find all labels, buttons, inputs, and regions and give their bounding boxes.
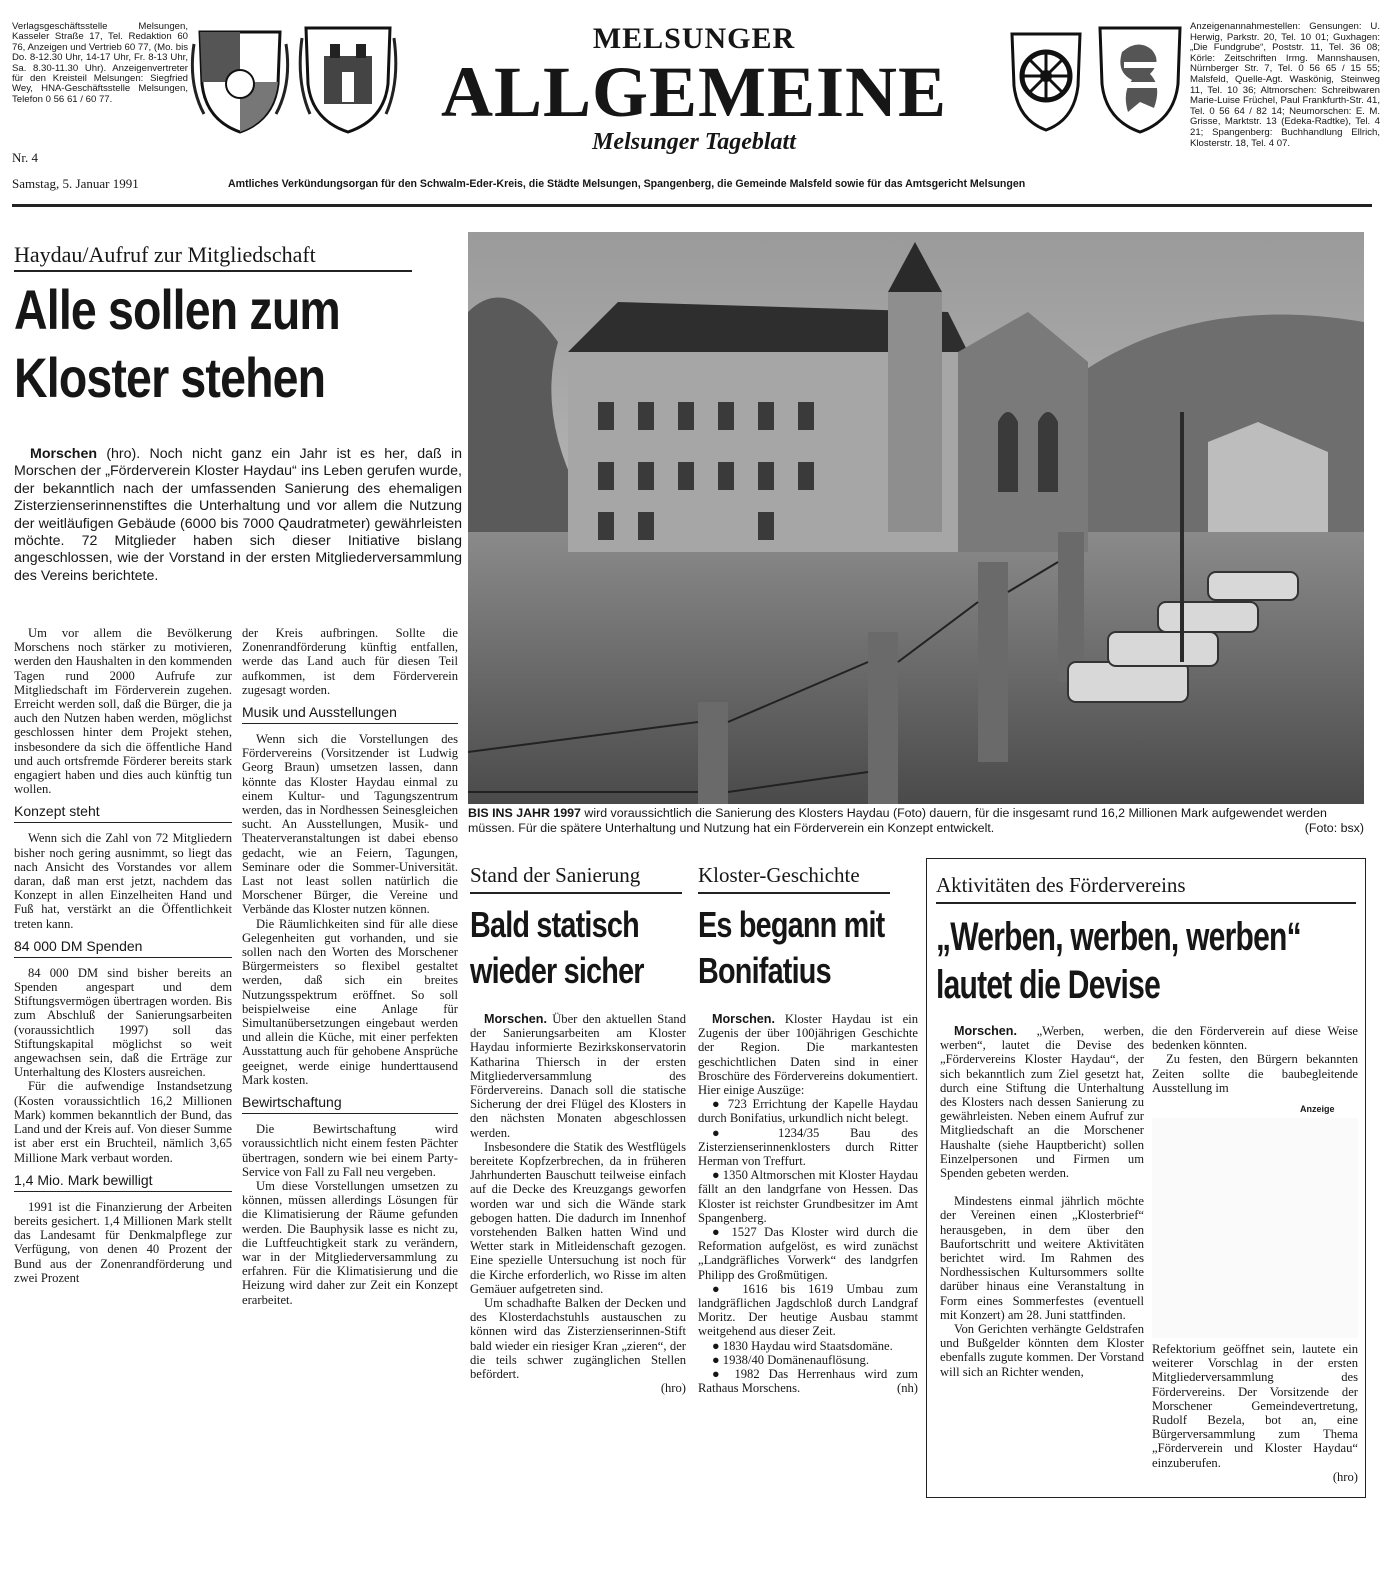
bullet-icon: ● — [712, 1338, 723, 1353]
sanierung-p1: Über den aktuellen Stand der Sanierungsarbeiten am Kloster Haydau informierte Bezirkskonservatorin Katharina Thiersch in der ersten Mitgliederversammlung des Fördervereins. Danach soll die statische Sicherung der drei Flügel des Klosters in den nächsten Monaten abgeschlossen werden. — [470, 1012, 686, 1140]
masthead-rule — [12, 204, 1372, 207]
aktivitaeten-p2: Mindestens einmal jährlich möchte der Vereinen einen „Klosterbrief“ herausgeben, in dem über den Baufortschritt und weitere Aktivitäten berichtet wird. Im Rahmen des Nordhessischen Kultursommers sollte darüber hinaus eine Veranstaltung in Form eines Sommerfestes (eventuell mit Konzert) am 28. Juni stattfinden. — [940, 1194, 1144, 1322]
bullet-icon: ● — [712, 1168, 723, 1183]
main-col1 — [14, 626, 232, 1285]
bullet-icon: ● — [712, 1225, 732, 1240]
aktivitaeten-signature: (hro) — [1332, 1469, 1358, 1484]
bullet-icon: ● — [712, 1352, 723, 1367]
sanierung-p3: Um schadhafte Balken der Decken und des Klosterdachstuhls austauschen zu können wird das Zisterzienserinnen-Stift bald wieder ein riesiger Kran „zieren“, der die teils schwer zugänglichen Stellen befördert. — [470, 1296, 686, 1382]
masthead-subtitle: Melsunger Tageblatt — [592, 129, 796, 155]
ad-label: Anzeige — [1300, 1104, 1335, 1114]
aktivitaeten-r3: Refektorium geöffnet sein, lautete ein weiterer Vorschlag in der ersten Mitgliederversammlung des Fördervereins. Der Vorsitzende der Morschener Gemeindevertretung, Rudolf Bezela, bot an, eine Bürgerversammlung zum Thema „Förderverein und Kloster Haydau“ einzuberufen. — [1152, 1342, 1358, 1470]
bullet-icon: ● — [712, 1097, 728, 1112]
subhead-bewilligt: 1,4 Mio. Mark bewilligt — [14, 1171, 232, 1192]
caption-text: wird voraussichtlich die Sanierung des Klosters Haydau (Foto) dauern, für die insgesamt rund 16,2 Millionen Mark aufgewendet werden müssen. Für die spätere Unterhaltung und Nutzung hat ein Förderverein ein Konzept entwickelt. — [468, 806, 1327, 835]
main-headline-line1: Alle sollen zum — [14, 278, 340, 341]
photo-credit: (Foto: bsx) — [1304, 821, 1364, 835]
geschichte-intro: Kloster Haydau ist ein Zugenis der über 100jährigen Geschichte der Region. Die markantesten geschichtlichen Daten sind in einer Broschüre des Fördervereins dokumentiert. Hier einige Auszüge: — [698, 1012, 918, 1098]
subhead-musik: Musik und Ausstellungen — [242, 703, 458, 724]
sanierung-headline-line1: Bald statisch — [470, 904, 639, 945]
main-col2-p1: der Kreis aufbringen. Sollte die Zonenrandförderung künftig entfallen, werde das Land auch für diesen Teil aufkommen, ist dem Förderverein zugesagt worden. — [242, 626, 458, 697]
sanierung-p2: Insbesondere die Statik des Westflügels bereitete Kopfzerbrechen, da in früheren Jahrhunderten Bauschutt teilweise einfach auf die Decke des Kreuzgangs geworfen worden war und sich die Wände stark gebogen hatten. Die dadurch im Innenhof vorstehenden Balken hatten Wind und Wetter stark in Mitleidenschaft gezogen. Eine spezielle Untersuchung ist noch für die Kirche erforderlich, wo Risse im alten Gemäuer aufgetreten sind. — [470, 1139, 686, 1296]
kloster-photo — [468, 232, 1364, 804]
main-col2-p4: Die Bewirtschaftung wird voraussichtlich nicht einem festen Pächter übertragen, sondern wie bei einem Party-Service von Fall zu Fall neu vergeben. — [242, 1122, 458, 1179]
ad-offices-info: Anzeigenannahmestellen: Gensungen: U. Herwig, Parkstr. 20, Tel. 10 01; Guxhagen: „Die Fundgrube“, Poststr. 11, Tel. 36 08; Körle: Zeitschriften Irmg. Mannshausen, Nürnberger Str. 7, Tel. 0 56 65 / 15 55; Malsfeld, Quelle-Agt. Waskönig, Steinweg 11, Tel. 10 36; Altmorschen: Schreibwaren Marie-Luise Früchel, Paul Frankfurth-Str. 41, Tel. 0 56 64 / 82 14; Neumorschen: E. M. Grisse, Marktstr. 13 (Edeka-Radtke), Tel. 4 21; Spangenberg: Buchhandlung Ellrich, Klosterstr. 18, Tel. 4 07. — [1190, 21, 1380, 149]
timeline-item: ● 1830 Haydau wird Staatsdomäne. — [712, 1338, 893, 1353]
main-col2-p3: Die Räumlichkeiten sind für alle diese Gelegenheiten gut vorhanden, und sie sollen nach den Worten des Morschener Bürgermeisters so flexibel gestaltet werden, daß sich ein breites Nutzungsspektrum eröffnet. So soll beispielweise eine Anlage für Simultanübersetzungen eingebaut werden und allein die Küche, mit einer perfekten Ausstattung auch für gehobene Ansprüche geeignet, werde einige hunderttausend Mark kosten. — [242, 916, 458, 1087]
timeline-item: ● 1938/40 Domänenauflösung. — [712, 1352, 869, 1367]
masthead-title-top: MELSUNGER — [592, 22, 796, 55]
bullet-icon: ● — [712, 1281, 743, 1296]
subhead-konzept: Konzept steht — [14, 802, 232, 823]
lead-text: (hro). Noch nicht ganz ein Jahr ist es her, daß in Morschen der „Förderverein Kloster Haydau“ ins Leben gerufen wurde, der bekanntlich nach der umfassenden Sanierung des ehemaligen Zisterzienserinnenstiftes die Unterhaltung und vor allem die Nutzung der weitläufigen Gebäude (6000 bis 7000 Qaudratmeter) gewährleisten möchte. 72 Mitglieder haben sich dieser Initiative bislang angeschlossen, wie der Vorstand in der ersten Mitgliederversammlung des Vereins berichtete. — [14, 446, 462, 584]
geschichte-body — [698, 1012, 918, 1395]
main-col1-p1: Um vor allem die Bevölkerung Morschens noch stärker zu motivieren, werden den Haushalten in den kommenden Tagen rund 2000 Aufrufe zur Mitgliedschaft im Förderverein zugehen. Erreicht werden soll, daß die Bürger, die ja auch den Nutzen haben werden, möglichst geschlossen hinter dem Projekt stehen, insbesondere da sich die öffentliche Hand und auch ortsfremde Förderer bereits stark engagiert haben und dies auch künftig tun wollen. — [14, 626, 232, 797]
main-col2-p2: Wenn sich die Vorstellungen des Fördervereins (Vorsitzender ist Ludwig Georg Braun) umsetzen lassen, dann könnte das Kloster Haydau einmal zu einem Kultur- und Tagungszentrum werden, das in Nordhessen Seinesgleichen sucht. An Ausstellungen, Musik- und Theaterveranstaltungen ist dabei ebenso gedacht, wie an Feiern, Tagungen, Seminare oder die Sommer-Universität. Last not least sollen natürlich die Morschener Bürger, die Vereine und Verbände das Kloster nutzen können. — [242, 732, 458, 917]
timeline-item: ● 1982 Das Herrenhaus wird zum Rathaus Morschens. (nh) — [698, 1367, 918, 1396]
coat-of-arms-icon — [190, 24, 290, 136]
sanierung-headline-line2: wieder sicher — [470, 950, 644, 991]
kicker-rule — [14, 270, 412, 272]
aktivitaeten-col2 — [1152, 1024, 1358, 1095]
sanierung-place: Morschen. — [484, 1012, 547, 1026]
main-col1-p5: 1991 ist die Finanzierung der Arbeiten bereits gesichert. 1,4 Millionen Mark stellt das Landesamt für Denkmalpflege zur Verfügung, von denen 40 Prozent der Bund aus der Zonenrandförderung und zwei Prozent — [14, 1199, 232, 1285]
timeline-item: ● 1350 Altmorschen mit Kloster Haydau fällt an den landgrfane von Hessen. Das Kloster ist reichster Grundbesitzer im Amt Spangenberg. — [698, 1168, 918, 1225]
bullet-icon: ● — [712, 1367, 735, 1382]
timeline-item: ● 1527 Das Kloster wird durch die Reformation aufgelöst, es wird zunächst „Landgräfliches Vorwerk“ des landgrfen Philipp des Großmütigen. — [698, 1225, 919, 1282]
aktivitaeten-r1: die den Förderverein auf diese Weise bedenken könnten. — [1152, 1024, 1358, 1053]
bullet-icon: ● — [712, 1125, 779, 1140]
geschichte-headline-line2: Bonifatius — [698, 950, 831, 991]
sanierung-body — [470, 1012, 686, 1395]
publisher-info: Verlagsgeschäftsstelle Melsungen, Kasseler Straße 17, Tel. Redaktion 60 76, Anzeigen und Vertrieb 60 77, (Mo. bis Do. 8-12.30 Uhr, 14-17 Uhr, Fr. 8-13 Uhr, Sa. 8.30-11.30 Uhr). Anzeigenvertreter für den Kreisteil Melsungen: Siegfried Wey, HNA-Geschäftsstelle Melsungen, Telefon 0 56 61 / 60 77. — [12, 21, 188, 105]
main-col2-p5: Um diese Vorstellungen umsetzen zu können, müssen allerdings Lösungen für die Klimatisierung der Räume gefunden werden. Die Bauphysik lasse es nicht zu, die Luftfeuchtigkeit stark zu verändern, war in der Mitgliederversammlung zu erfahren. Für die Klimatisierung und die Heizung wird daher zur Zeit ein Konzept erarbeitet. — [242, 1178, 458, 1307]
geschichte-headline-line1: Es begann mit — [698, 904, 885, 945]
masthead-title: ALLGEMEINE — [440, 52, 948, 132]
caption-lead: BIS INS JAHR 1997 — [468, 806, 581, 820]
main-col1-p2: Wenn sich die Zahl von 72 Mitgliedern bisher noch gering ausnimmt, so liegt das nach Ansicht des Vorstandes vor allem daran, daß man erst jetzt, nachdem das Konzept in allen Einzelheiten Hand und Fuß hat, verstärkt an die Öffentlichkeit treten kann. — [14, 831, 232, 931]
timeline-item: ● 1234/35 Bau des Zisterzienserinnenklosters durch Ritter Herman von Treffurt. — [698, 1125, 918, 1169]
geschichte-rule — [698, 892, 890, 894]
timeline-item: ● 1616 bis 1619 Umbau zum landgräflichen Jagdschloß durch Landgraf Moritz. Der heutige Ausbau stammt weitgehend aus dieser Zeit. — [698, 1281, 918, 1339]
main-headline-line2: Kloster stehen — [14, 346, 326, 409]
main-col2 — [242, 626, 458, 1307]
aktivitaeten-headline-line2: lautet die Devise — [936, 963, 1161, 1007]
main-col1-p3: 84 000 DM sind bisher bereits an Spenden angespart und dem Stiftungsvermögen übertragen worden. Bis zum Abschluß der Sanierungsarbeiten (voraussichtlich 1997) soll das Stiftungskapital möglichst so weit angewachsen sein, daß die Erträge zur Unterhaltung des Klosters ausreichen. — [14, 965, 232, 1080]
aktivitaeten-place: Morschen. — [954, 1024, 1017, 1038]
advertisement-area — [1152, 1118, 1358, 1338]
official-notice: Amtliches Verkündungsorgan für den Schwalm-Eder-Kreis, die Städte Melsungen, Spangenberg, die Gemeinde Malsfeld sowie für das Amtsgericht Melsungen — [228, 178, 1026, 190]
aktivitaeten-col1 — [940, 1024, 1144, 1379]
photo-caption — [468, 806, 1364, 836]
subhead-bewirtschaftung: Bewirtschaftung — [242, 1093, 458, 1114]
sanierung-rule — [470, 892, 682, 894]
timeline-item: ● 723 Errichtung der Kapelle Haydau durch Bonifatius, urkundlich nicht belegt. — [698, 1097, 918, 1126]
issue-number: Nr. 4 — [12, 150, 38, 165]
town-crest-icon — [298, 22, 398, 134]
aktivitaeten-kicker: Aktivitäten des Fördervereins — [936, 873, 1186, 897]
lion-crest-icon — [1092, 22, 1188, 134]
aktivitaeten-p1: „Werben, werben, werben“, lautet die Devise des „Fördervereins Kloster Haydau“, der sich bekanntlich zum Ziel gesetzt hat, durch eine Stiftung die Unterhaltung des Klosters nach dessen Sanierung zu gewährleisten. Neben einem Aufruf zur Mitgliedschaft an die Morschener Haushalte (siehe Hauptbericht) sollen Einzelpersonen und Firmen um Spenden gebeten werden. — [940, 1024, 1144, 1181]
aktivitaeten-col2-bottom — [1152, 1342, 1358, 1484]
sanierung-kicker: Stand der Sanierung — [470, 863, 641, 887]
main-col1-p4: Für die aufwendige Instandsetzung (Kosten voraussichtlich 16,2 Millionen Mark) kommen bekanntlich der Bund, das Land und der Kreis auf. Von dieser Summe ist aber erst ein Bruchteil, nämlich 3,65 Millione Mark verbaut worden. — [14, 1079, 232, 1165]
aktivitaeten-rule — [936, 902, 1356, 904]
wheel-crest-icon — [1006, 28, 1086, 132]
geschichte-signature: (nh) — [897, 1381, 918, 1396]
lead-place: Morschen — [30, 446, 98, 462]
geschichte-place: Morschen. — [712, 1012, 775, 1026]
sanierung-signature: (hro) — [660, 1381, 686, 1396]
geschichte-kicker: Kloster-Geschichte — [698, 863, 860, 887]
issue-date: Samstag, 5. Januar 1991 — [12, 176, 139, 191]
aktivitaeten-p3: Von Gerichten verhängte Geldstrafen und Bußgelder könnten dem Kloster ebenfalls zugute kommen. Der Vorstand will sich an Richter wenden, — [940, 1322, 1144, 1379]
main-kicker: Haydau/Aufruf zur Mitgliedschaft — [14, 242, 316, 267]
main-lead — [14, 446, 462, 585]
aktivitaeten-r2: Zu festen, den Bürgern bekannten Zeiten sollte die baubegleitende Ausstellung im — [1152, 1052, 1358, 1095]
aktivitaeten-headline-line1: „Werben, werben, werben“ — [936, 915, 1301, 959]
subhead-spenden: 84 000 DM Spenden — [14, 937, 232, 958]
